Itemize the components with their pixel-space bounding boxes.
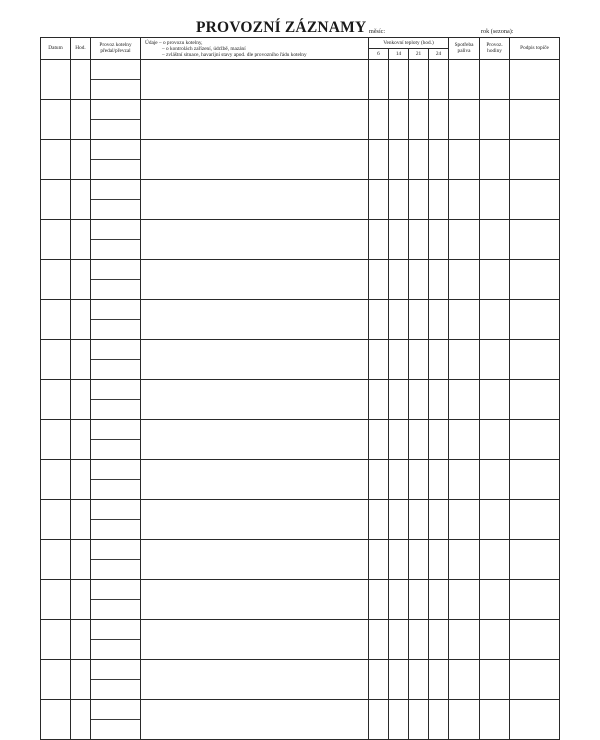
- cell-hod[interactable]: [71, 579, 91, 619]
- cell-predal[interactable]: [91, 380, 140, 400]
- cell-spotreba-paliva[interactable]: [449, 179, 480, 219]
- cell-spotreba-paliva[interactable]: [449, 499, 480, 539]
- cell-hod[interactable]: [71, 619, 91, 659]
- cell-provoz-kotelny[interactable]: [91, 459, 141, 499]
- cell-podpis-topice[interactable]: [510, 659, 560, 699]
- cell-temp-6[interactable]: [369, 219, 389, 259]
- table-row: [41, 59, 560, 99]
- cell-prevzal[interactable]: [91, 719, 140, 739]
- cell-temp-21[interactable]: [409, 259, 429, 299]
- handover-subcells: [91, 300, 140, 339]
- table-row: [41, 139, 560, 179]
- cell-temp-6[interactable]: [369, 419, 389, 459]
- year-label: rok (sezona):: [481, 28, 514, 35]
- cell-udaje[interactable]: [141, 499, 369, 539]
- table-row: [41, 179, 560, 219]
- cell-predal[interactable]: [91, 60, 140, 80]
- cell-provoz-kotelny[interactable]: [91, 539, 141, 579]
- cell-datum[interactable]: [41, 699, 71, 739]
- cell-prevzal[interactable]: [91, 239, 140, 259]
- cell-hod[interactable]: [71, 339, 91, 379]
- cell-provoz-kotelny[interactable]: [91, 99, 141, 139]
- cell-temp-14[interactable]: [389, 219, 409, 259]
- cell-temp-14[interactable]: [389, 699, 409, 739]
- cell-temp-24[interactable]: [429, 219, 449, 259]
- cell-temp-21[interactable]: [409, 459, 429, 499]
- cell-temp-14[interactable]: [389, 59, 409, 99]
- col-header-podpis-topice: Podpis topiče: [510, 38, 560, 60]
- cell-temp-21[interactable]: [409, 219, 429, 259]
- handover-subcells: [91, 700, 140, 739]
- cell-prevzal[interactable]: [91, 639, 140, 659]
- col-header-provoz-kotelny: [91, 38, 141, 60]
- month-label: měsíc:: [369, 28, 386, 35]
- cell-datum[interactable]: [41, 539, 71, 579]
- cell-temp-21[interactable]: [409, 299, 429, 339]
- cell-temp-21[interactable]: [409, 339, 429, 379]
- col-header-provoz-kotelny-line2: předal/převzal: [100, 48, 131, 55]
- col-header-udaje-line1: Údaje – o provozu kotelny,: [145, 40, 203, 46]
- handover-subcells: [91, 660, 140, 699]
- table-row: [41, 619, 560, 659]
- cell-spotreba-paliva[interactable]: [449, 219, 480, 259]
- cell-datum[interactable]: [41, 219, 71, 259]
- cell-prevzal[interactable]: [91, 479, 140, 499]
- cell-hod[interactable]: [71, 699, 91, 739]
- cell-temp-14[interactable]: [389, 379, 409, 419]
- cell-temp-6[interactable]: [369, 99, 389, 139]
- cell-predal[interactable]: [91, 620, 140, 640]
- col-header-hour-14: 14: [389, 49, 409, 60]
- cell-temp-14[interactable]: [389, 619, 409, 659]
- cell-datum[interactable]: [41, 59, 71, 99]
- cell-temp-24[interactable]: [429, 699, 449, 739]
- cell-temp-6[interactable]: [369, 499, 389, 539]
- handover-subcells: [91, 340, 140, 379]
- cell-podpis-topice[interactable]: [510, 139, 560, 179]
- cell-temp-6[interactable]: [369, 259, 389, 299]
- cell-temp-21[interactable]: [409, 699, 429, 739]
- cell-temp-6[interactable]: [369, 579, 389, 619]
- cell-provoz-kotelny[interactable]: [91, 379, 141, 419]
- handover-subcells: [91, 620, 140, 659]
- cell-provozni-hodiny[interactable]: [480, 59, 510, 99]
- cell-podpis-topice[interactable]: [510, 459, 560, 499]
- cell-prevzal[interactable]: [91, 359, 140, 379]
- handover-subcells: [91, 60, 140, 99]
- cell-podpis-topice[interactable]: [510, 299, 560, 339]
- cell-temp-21[interactable]: [409, 139, 429, 179]
- table-row: [41, 459, 560, 499]
- col-header-udaje: [141, 38, 369, 60]
- cell-temp-21[interactable]: [409, 179, 429, 219]
- cell-datum[interactable]: [41, 419, 71, 459]
- cell-datum[interactable]: [41, 619, 71, 659]
- cell-provozni-hodiny[interactable]: [480, 539, 510, 579]
- cell-hod[interactable]: [71, 259, 91, 299]
- cell-temp-6[interactable]: [369, 699, 389, 739]
- col-header-provozni-hodiny: [480, 38, 510, 60]
- cell-temp-6[interactable]: [369, 339, 389, 379]
- cell-temp-21[interactable]: [409, 619, 429, 659]
- cell-udaje[interactable]: [141, 659, 369, 699]
- cell-spotreba-paliva[interactable]: [449, 659, 480, 699]
- cell-prevzal[interactable]: [91, 159, 140, 179]
- cell-spotreba-paliva[interactable]: [449, 579, 480, 619]
- cell-udaje[interactable]: [141, 339, 369, 379]
- cell-hod[interactable]: [71, 419, 91, 459]
- cell-provozni-hodiny[interactable]: [480, 99, 510, 139]
- cell-udaje[interactable]: [141, 99, 369, 139]
- col-header-hour-21: 21: [409, 49, 429, 60]
- cell-spotreba-paliva[interactable]: [449, 379, 480, 419]
- cell-podpis-topice[interactable]: [510, 499, 560, 539]
- cell-predal[interactable]: [91, 140, 140, 160]
- cell-temp-24[interactable]: [429, 539, 449, 579]
- handover-subcells: [91, 460, 140, 499]
- cell-temp-14[interactable]: [389, 179, 409, 219]
- cell-provozni-hodiny[interactable]: [480, 459, 510, 499]
- cell-temp-21[interactable]: [409, 579, 429, 619]
- cell-provozni-hodiny[interactable]: [480, 419, 510, 459]
- cell-udaje[interactable]: [141, 219, 369, 259]
- cell-predal[interactable]: [91, 460, 140, 480]
- cell-provoz-kotelny[interactable]: [91, 259, 141, 299]
- cell-temp-14[interactable]: [389, 139, 409, 179]
- col-header-provoz-hodiny-line2: hodiny: [487, 48, 502, 55]
- cell-provoz-kotelny[interactable]: [91, 699, 141, 739]
- table-row: [41, 579, 560, 619]
- cell-spotreba-paliva[interactable]: [449, 419, 480, 459]
- cell-provozni-hodiny[interactable]: [480, 259, 510, 299]
- cell-temp-14[interactable]: [389, 659, 409, 699]
- cell-spotreba-paliva[interactable]: [449, 99, 480, 139]
- cell-provoz-kotelny[interactable]: [91, 139, 141, 179]
- handover-subcells: [91, 540, 140, 579]
- cell-temp-24[interactable]: [429, 259, 449, 299]
- cell-prevzal[interactable]: [91, 519, 140, 539]
- cell-udaje[interactable]: [141, 459, 369, 499]
- cell-spotreba-paliva[interactable]: [449, 699, 480, 739]
- cell-prevzal[interactable]: [91, 319, 140, 339]
- cell-hod[interactable]: [71, 459, 91, 499]
- cell-hod[interactable]: [71, 139, 91, 179]
- col-header-spotreba-line1: Spotřeba: [454, 42, 474, 49]
- cell-temp-14[interactable]: [389, 299, 409, 339]
- col-header-hour-6: 6: [369, 49, 389, 60]
- cell-hod[interactable]: [71, 179, 91, 219]
- cell-prevzal[interactable]: [91, 79, 140, 99]
- cell-temp-6[interactable]: [369, 619, 389, 659]
- cell-temp-24[interactable]: [429, 139, 449, 179]
- cell-provozni-hodiny[interactable]: [480, 299, 510, 339]
- cell-temp-14[interactable]: [389, 419, 409, 459]
- cell-prevzal[interactable]: [91, 279, 140, 299]
- cell-hod[interactable]: [71, 99, 91, 139]
- cell-podpis-topice[interactable]: [510, 179, 560, 219]
- col-header-spotreba-line2: paliva: [457, 48, 471, 55]
- col-header-spotreba-paliva: [449, 38, 480, 60]
- cell-hod[interactable]: [71, 219, 91, 259]
- table-row: [41, 499, 560, 539]
- cell-temp-14[interactable]: [389, 539, 409, 579]
- cell-datum[interactable]: [41, 259, 71, 299]
- cell-temp-21[interactable]: [409, 499, 429, 539]
- cell-hod[interactable]: [71, 379, 91, 419]
- cell-podpis-topice[interactable]: [510, 219, 560, 259]
- cell-datum[interactable]: [41, 459, 71, 499]
- col-header-provoz-hodiny-line1: Provoz.: [486, 42, 503, 49]
- cell-provozni-hodiny[interactable]: [480, 219, 510, 259]
- cell-temp-21[interactable]: [409, 59, 429, 99]
- cell-udaje[interactable]: [141, 539, 369, 579]
- cell-temp-24[interactable]: [429, 299, 449, 339]
- cell-temp-24[interactable]: [429, 379, 449, 419]
- col-header-venkovni-teploty: Venkovní teploty (hod.): [369, 38, 449, 49]
- cell-podpis-topice[interactable]: [510, 379, 560, 419]
- cell-temp-24[interactable]: [429, 419, 449, 459]
- col-header-hod: Hod.: [71, 38, 91, 60]
- cell-temp-24[interactable]: [429, 579, 449, 619]
- table-row: [41, 219, 560, 259]
- cell-provoz-kotelny[interactable]: [91, 619, 141, 659]
- cell-datum[interactable]: [41, 379, 71, 419]
- cell-udaje[interactable]: [141, 139, 369, 179]
- cell-prevzal[interactable]: [91, 399, 140, 419]
- table-row: [41, 659, 560, 699]
- col-header-datum: Datum: [41, 38, 71, 60]
- table-row: [41, 379, 560, 419]
- handover-subcells: [91, 380, 140, 419]
- cell-temp-6[interactable]: [369, 179, 389, 219]
- cell-provoz-kotelny[interactable]: [91, 659, 141, 699]
- cell-temp-24[interactable]: [429, 339, 449, 379]
- table-row: [41, 339, 560, 379]
- cell-hod[interactable]: [71, 659, 91, 699]
- cell-provoz-kotelny[interactable]: [91, 419, 141, 459]
- table-row: [41, 699, 560, 739]
- cell-provoz-kotelny[interactable]: [91, 579, 141, 619]
- cell-provoz-kotelny[interactable]: [91, 299, 141, 339]
- cell-provozni-hodiny[interactable]: [480, 619, 510, 659]
- cell-udaje[interactable]: [141, 379, 369, 419]
- cell-predal[interactable]: [91, 180, 140, 200]
- cell-predal[interactable]: [91, 700, 140, 720]
- cell-podpis-topice[interactable]: [510, 59, 560, 99]
- cell-provozni-hodiny[interactable]: [480, 339, 510, 379]
- cell-temp-6[interactable]: [369, 459, 389, 499]
- cell-provoz-kotelny[interactable]: [91, 59, 141, 99]
- cell-predal[interactable]: [91, 660, 140, 680]
- handover-subcells: [91, 180, 140, 219]
- cell-prevzal[interactable]: [91, 199, 140, 219]
- cell-prevzal[interactable]: [91, 439, 140, 459]
- cell-temp-6[interactable]: [369, 59, 389, 99]
- cell-datum[interactable]: [41, 139, 71, 179]
- handover-subcells: [91, 220, 140, 259]
- cell-provozni-hodiny[interactable]: [480, 579, 510, 619]
- cell-predal[interactable]: [91, 260, 140, 280]
- cell-predal[interactable]: [91, 340, 140, 360]
- cell-temp-14[interactable]: [389, 339, 409, 379]
- cell-temp-6[interactable]: [369, 299, 389, 339]
- cell-temp-21[interactable]: [409, 379, 429, 419]
- cell-udaje[interactable]: [141, 619, 369, 659]
- cell-provozni-hodiny[interactable]: [480, 499, 510, 539]
- col-header-udaje-line3: – zvláštní situace, havarijní stavy apod. dle provozního řádu kotelny: [162, 52, 307, 59]
- cell-predal[interactable]: [91, 500, 140, 520]
- table-row: [41, 539, 560, 579]
- cell-provoz-kotelny[interactable]: [91, 219, 141, 259]
- cell-podpis-topice[interactable]: [510, 579, 560, 619]
- page-title: PROVOZNÍ ZÁZNAMY: [196, 19, 367, 36]
- cell-podpis-topice[interactable]: [510, 539, 560, 579]
- cell-spotreba-paliva[interactable]: [449, 619, 480, 659]
- cell-spotreba-paliva[interactable]: [449, 59, 480, 99]
- cell-temp-14[interactable]: [389, 459, 409, 499]
- cell-provozni-hodiny[interactable]: [480, 179, 510, 219]
- cell-prevzal[interactable]: [91, 679, 140, 699]
- cell-udaje[interactable]: [141, 259, 369, 299]
- cell-temp-6[interactable]: [369, 379, 389, 419]
- cell-provoz-kotelny[interactable]: [91, 179, 141, 219]
- cell-temp-21[interactable]: [409, 99, 429, 139]
- handover-subcells: [91, 260, 140, 299]
- cell-temp-21[interactable]: [409, 419, 429, 459]
- cell-prevzal[interactable]: [91, 559, 140, 579]
- cell-podpis-topice[interactable]: [510, 699, 560, 739]
- cell-udaje[interactable]: [141, 179, 369, 219]
- cell-temp-14[interactable]: [389, 579, 409, 619]
- cell-temp-21[interactable]: [409, 539, 429, 579]
- col-header-hour-24: 24: [429, 49, 449, 60]
- cell-podpis-topice[interactable]: [510, 419, 560, 459]
- cell-prevzal[interactable]: [91, 119, 140, 139]
- cell-podpis-topice[interactable]: [510, 259, 560, 299]
- cell-predal[interactable]: [91, 580, 140, 600]
- table-row: [41, 299, 560, 339]
- cell-podpis-topice[interactable]: [510, 339, 560, 379]
- cell-spotreba-paliva[interactable]: [449, 259, 480, 299]
- handover-subcells: [91, 580, 140, 619]
- cell-provozni-hodiny[interactable]: [480, 659, 510, 699]
- cell-spotreba-paliva[interactable]: [449, 299, 480, 339]
- cell-temp-24[interactable]: [429, 659, 449, 699]
- cell-spotreba-paliva[interactable]: [449, 139, 480, 179]
- cell-podpis-topice[interactable]: [510, 99, 560, 139]
- handover-subcells: [91, 100, 140, 139]
- cell-temp-14[interactable]: [389, 259, 409, 299]
- table-row: [41, 259, 560, 299]
- cell-predal[interactable]: [91, 100, 140, 120]
- cell-predal[interactable]: [91, 540, 140, 560]
- cell-temp-6[interactable]: [369, 539, 389, 579]
- cell-temp-24[interactable]: [429, 619, 449, 659]
- cell-temp-6[interactable]: [369, 659, 389, 699]
- cell-provozni-hodiny[interactable]: [480, 699, 510, 739]
- cell-hod[interactable]: [71, 539, 91, 579]
- cell-temp-24[interactable]: [429, 459, 449, 499]
- cell-datum[interactable]: [41, 579, 71, 619]
- cell-datum[interactable]: [41, 659, 71, 699]
- cell-spotreba-paliva[interactable]: [449, 459, 480, 499]
- cell-temp-21[interactable]: [409, 659, 429, 699]
- cell-udaje[interactable]: [141, 59, 369, 99]
- log-table: [40, 37, 560, 740]
- cell-datum[interactable]: [41, 339, 71, 379]
- cell-hod[interactable]: [71, 59, 91, 99]
- cell-datum[interactable]: [41, 179, 71, 219]
- cell-temp-24[interactable]: [429, 99, 449, 139]
- cell-udaje[interactable]: [141, 699, 369, 739]
- cell-udaje[interactable]: [141, 579, 369, 619]
- log-table-body: [41, 59, 560, 739]
- col-header-provoz-kotelny-line1: Provoz kotelny: [99, 42, 132, 49]
- cell-temp-24[interactable]: [429, 499, 449, 539]
- cell-hod[interactable]: [71, 299, 91, 339]
- cell-provozni-hodiny[interactable]: [480, 379, 510, 419]
- cell-udaje[interactable]: [141, 299, 369, 339]
- cell-temp-14[interactable]: [389, 99, 409, 139]
- cell-datum[interactable]: [41, 99, 71, 139]
- cell-udaje[interactable]: [141, 419, 369, 459]
- cell-prevzal[interactable]: [91, 599, 140, 619]
- handover-subcells: [91, 140, 140, 179]
- cell-temp-14[interactable]: [389, 499, 409, 539]
- cell-predal[interactable]: [91, 220, 140, 240]
- table-row: [41, 419, 560, 459]
- cell-predal[interactable]: [91, 300, 140, 320]
- col-header-udaje-line2: – o kontrolách zařízení, údržbě, mazání: [162, 46, 246, 53]
- handover-subcells: [91, 420, 140, 459]
- cell-hod[interactable]: [71, 499, 91, 539]
- cell-spotreba-paliva[interactable]: [449, 539, 480, 579]
- cell-temp-24[interactable]: [429, 179, 449, 219]
- cell-temp-6[interactable]: [369, 139, 389, 179]
- cell-temp-24[interactable]: [429, 59, 449, 99]
- handover-subcells: [91, 500, 140, 539]
- cell-provoz-kotelny[interactable]: [91, 499, 141, 539]
- cell-datum[interactable]: [41, 299, 71, 339]
- cell-podpis-topice[interactable]: [510, 619, 560, 659]
- cell-provoz-kotelny[interactable]: [91, 339, 141, 379]
- cell-predal[interactable]: [91, 420, 140, 440]
- table-row: [41, 99, 560, 139]
- cell-provozni-hodiny[interactable]: [480, 139, 510, 179]
- cell-spotreba-paliva[interactable]: [449, 339, 480, 379]
- cell-datum[interactable]: [41, 499, 71, 539]
